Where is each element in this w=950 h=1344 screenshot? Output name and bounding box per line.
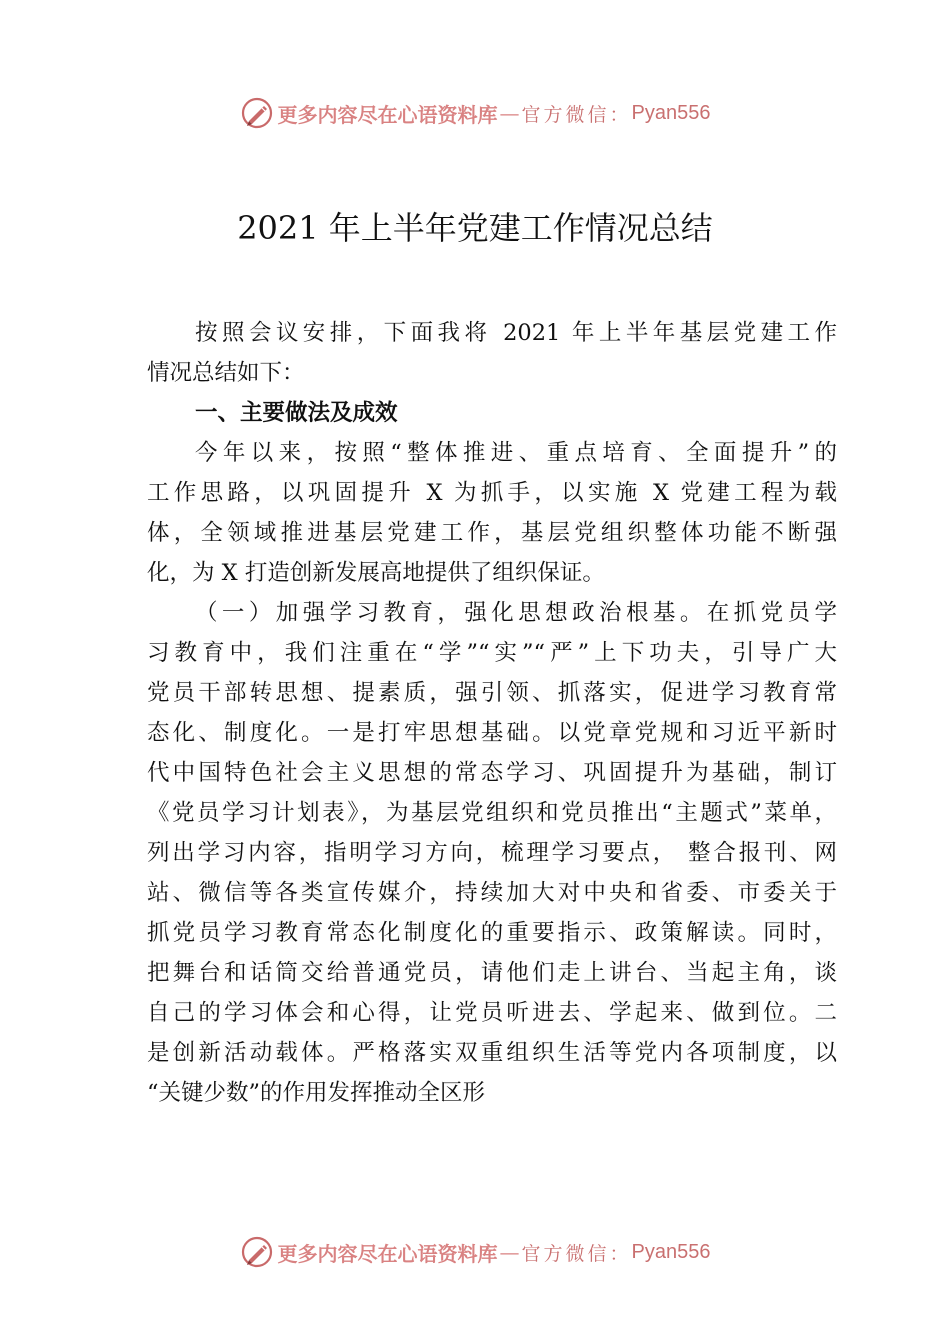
header-banner-text: 更多内容尽在心语资料库 (277, 102, 498, 127)
document-body (147, 313, 837, 1113)
pen-logo-icon (240, 96, 274, 130)
footer-wechat-id: Pyan556 (631, 1240, 711, 1263)
paragraph-line: （一）加强学习教育，强化思想政治根基。在抓党员学 (195, 600, 837, 626)
paragraph-line: 抓党员学习教育常态化制度化的重要指示、政策解读。同时， (147, 920, 837, 946)
paragraph-line: 工作思路，以巩固提升 X 为抓手，以实施 X 党建工程为载 (147, 480, 837, 506)
paragraph-1 (147, 433, 837, 593)
paragraph-line: 化，为 X 打造创新发展高地提供了组织保证。 (147, 560, 605, 586)
paragraph-line: 《党员学习计划表》，为基层党组织和党员推出“主题式”菜单， (147, 800, 837, 826)
paragraph-line: 习教育中，我们注重在“学”“实”“严”上下功夫，引导广大 (147, 640, 837, 666)
paragraph-line: 列出学习内容，指明学习方向，梳理学习要点， 整合报刊、网 (147, 840, 837, 866)
paragraph-line: 态化、制度化。一是打牢思想基础。以党章党规和习近平新时 (147, 720, 837, 746)
paragraph-line: 党员干部转思想、提素质，强引领、抓落实，促进学习教育常 (147, 680, 837, 706)
document-title: 2021 年上半年党建工作情况总结 (237, 209, 713, 247)
paragraph-line: 情况总结如下： (147, 360, 305, 386)
paragraph-line: “关键少数”的作用发挥推动全区形 (147, 1080, 486, 1106)
paragraph-line: 是创新活动载体。严格落实双重组织生活等党内各项制度，以 (147, 1040, 837, 1066)
footer-banner (0, 1232, 950, 1272)
section-heading: 一、主要做法及成效 (195, 400, 398, 426)
footer-banner-separator: — (499, 1240, 520, 1264)
paragraph-2 (147, 593, 837, 1113)
header-wechat-label: 官方微信： (521, 103, 632, 126)
paragraph-line: 站、微信等各类宣传媒介，持续加大对中央和省委、市委关于 (147, 880, 837, 906)
paragraph-line: 把舞台和话筒交给普通党员，请他们走上讲台、当起主角，谈 (147, 960, 837, 986)
footer-wechat-label: 官方微信： (521, 1242, 632, 1265)
paragraph-line: 按照会议安排，下面我将 2021 年上半年基层党建工作 (195, 320, 837, 346)
header-banner (0, 93, 950, 133)
paragraph-line: 代中国特色社会主义思想的常态学习、巩固提升为基础，制订 (147, 760, 837, 786)
pen-logo-icon (240, 1235, 274, 1269)
header-banner-separator: — (499, 101, 520, 125)
intro-paragraph (147, 313, 837, 393)
paragraph-line: 自己的学习体会和心得，让党员听进去、学起来、做到位。二 (147, 1000, 837, 1026)
footer-banner-text: 更多内容尽在心语资料库 (277, 1241, 498, 1266)
paragraph-line: 体，全领域推进基层党建工作，基层党组织整体功能不断强 (147, 520, 837, 546)
header-wechat-id: Pyan556 (631, 101, 711, 124)
paragraph-line: 今年以来，按照“整体推进、重点培育、全面提升”的 (195, 440, 837, 466)
